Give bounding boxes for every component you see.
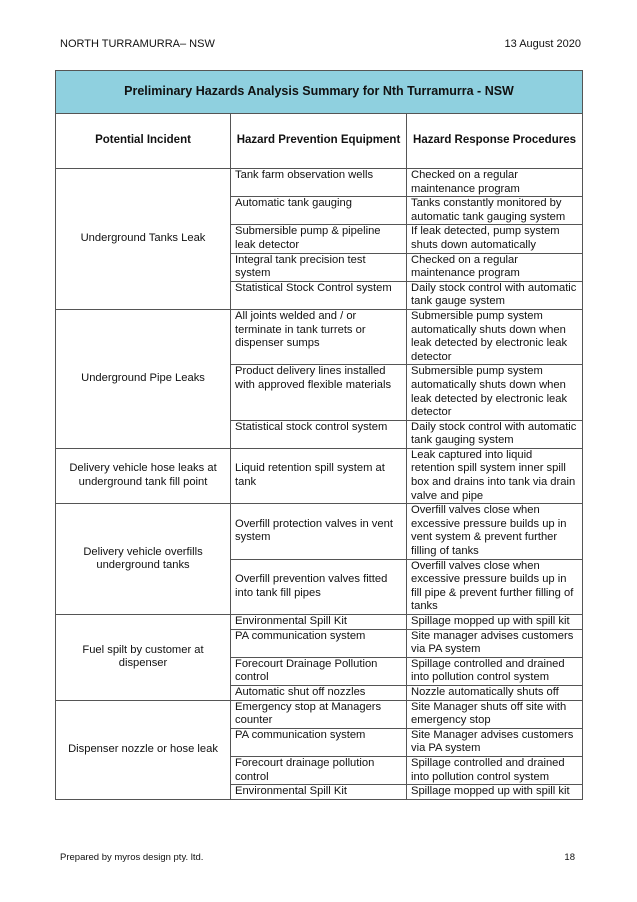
equipment-cell: Liquid retention spill system at tank: [231, 448, 407, 503]
equipment-cell: Forecourt drainage pollution control: [231, 756, 407, 784]
equipment-cell: Environmental Spill Kit: [231, 785, 407, 800]
column-header-procedures: Hazard Response Procedures: [407, 114, 583, 169]
equipment-cell: Statistical Stock Control system: [231, 281, 407, 309]
column-header-equipment: Hazard Prevention Equipment: [231, 114, 407, 169]
equipment-cell: Automatic shut off nozzles: [231, 685, 407, 700]
equipment-cell: Automatic tank gauging: [231, 197, 407, 225]
page-footer-preparer: Prepared by myros design pty. ltd.: [60, 852, 204, 863]
equipment-cell: PA communication system: [231, 728, 407, 756]
table-row: [56, 448, 583, 503]
hazards-table: [55, 70, 583, 800]
procedure-cell: Overfill valves close when excessive pressure builds up in vent system & prevent further filling of tanks: [407, 504, 583, 559]
procedure-cell: Site Manager shuts off site with emergency stop: [407, 700, 583, 728]
incident-cell: Delivery vehicle overfills underground tanks: [56, 504, 231, 615]
equipment-cell: Tank farm observation wells: [231, 169, 407, 197]
procedure-cell: Submersible pump system automatically shuts down when leak detected by electronic leak detector: [407, 309, 583, 364]
equipment-cell: Submersible pump & pipeline leak detector: [231, 225, 407, 253]
page-number: 18: [564, 852, 575, 863]
equipment-cell: All joints welded and / or terminate in tank turrets or dispenser sumps: [231, 309, 407, 364]
equipment-cell: Product delivery lines installed with approved flexible materials: [231, 365, 407, 420]
equipment-cell: Forecourt Drainage Pollution control: [231, 657, 407, 685]
procedure-cell: Leak captured into liquid retention spill system inner spill box and drains into tank via drain valve and pipe: [407, 448, 583, 503]
page-header-date: 13 August 2020: [504, 38, 581, 50]
incident-cell: Underground Tanks Leak: [56, 169, 231, 310]
table-row: [56, 169, 583, 197]
equipment-cell: Emergency stop at Managers counter: [231, 700, 407, 728]
procedure-cell: Nozzle automatically shuts off: [407, 685, 583, 700]
incident-cell: Delivery vehicle hose leaks at underground tank fill point: [56, 448, 231, 503]
equipment-cell: PA communication system: [231, 629, 407, 657]
table-title: Preliminary Hazards Analysis Summary for Nth Turramurra - NSW: [56, 71, 583, 114]
procedure-cell: If leak detected, pump system shuts down automatically: [407, 225, 583, 253]
equipment-cell: Environmental Spill Kit: [231, 615, 407, 630]
procedure-cell: Checked on a regular maintenance program: [407, 169, 583, 197]
page-header-location: NORTH TURRAMURRA– NSW: [60, 38, 215, 50]
incident-cell: Fuel spilt by customer at dispenser: [56, 615, 231, 701]
column-header-incident: Potential Incident: [56, 114, 231, 169]
procedure-cell: Site Manager advises customers via PA system: [407, 728, 583, 756]
table-row: [56, 615, 583, 630]
procedure-cell: Submersible pump system automatically shuts down when leak detected by electronic leak detector: [407, 365, 583, 420]
table-row: [56, 700, 583, 728]
incident-cell: Underground Pipe Leaks: [56, 309, 231, 448]
table-body: [56, 169, 583, 800]
procedure-cell: Daily stock control with automatic tank gauge system: [407, 281, 583, 309]
procedure-cell: Spillage mopped up with spill kit: [407, 615, 583, 630]
procedure-cell: Spillage mopped up with spill kit: [407, 785, 583, 800]
table-row: [56, 504, 583, 559]
equipment-cell: Integral tank precision test system: [231, 253, 407, 281]
procedure-cell: Daily stock control with automatic tank gauging system: [407, 420, 583, 448]
incident-cell: Dispenser nozzle or hose leak: [56, 700, 231, 799]
equipment-cell: Statistical stock control system: [231, 420, 407, 448]
table-row: [56, 309, 583, 364]
procedure-cell: Spillage controlled and drained into pollution control system: [407, 657, 583, 685]
procedure-cell: Spillage controlled and drained into pollution control system: [407, 756, 583, 784]
equipment-cell: Overfill prevention valves fitted into tank fill pipes: [231, 559, 407, 614]
equipment-cell: Overfill protection valves in vent system: [231, 504, 407, 559]
procedure-cell: Overfill valves close when excessive pressure builds up in fill pipe & prevent further filling of tanks: [407, 559, 583, 614]
procedure-cell: Site manager advises customers via PA system: [407, 629, 583, 657]
procedure-cell: Tanks constantly monitored by automatic tank gauging system: [407, 197, 583, 225]
procedure-cell: Checked on a regular maintenance program: [407, 253, 583, 281]
